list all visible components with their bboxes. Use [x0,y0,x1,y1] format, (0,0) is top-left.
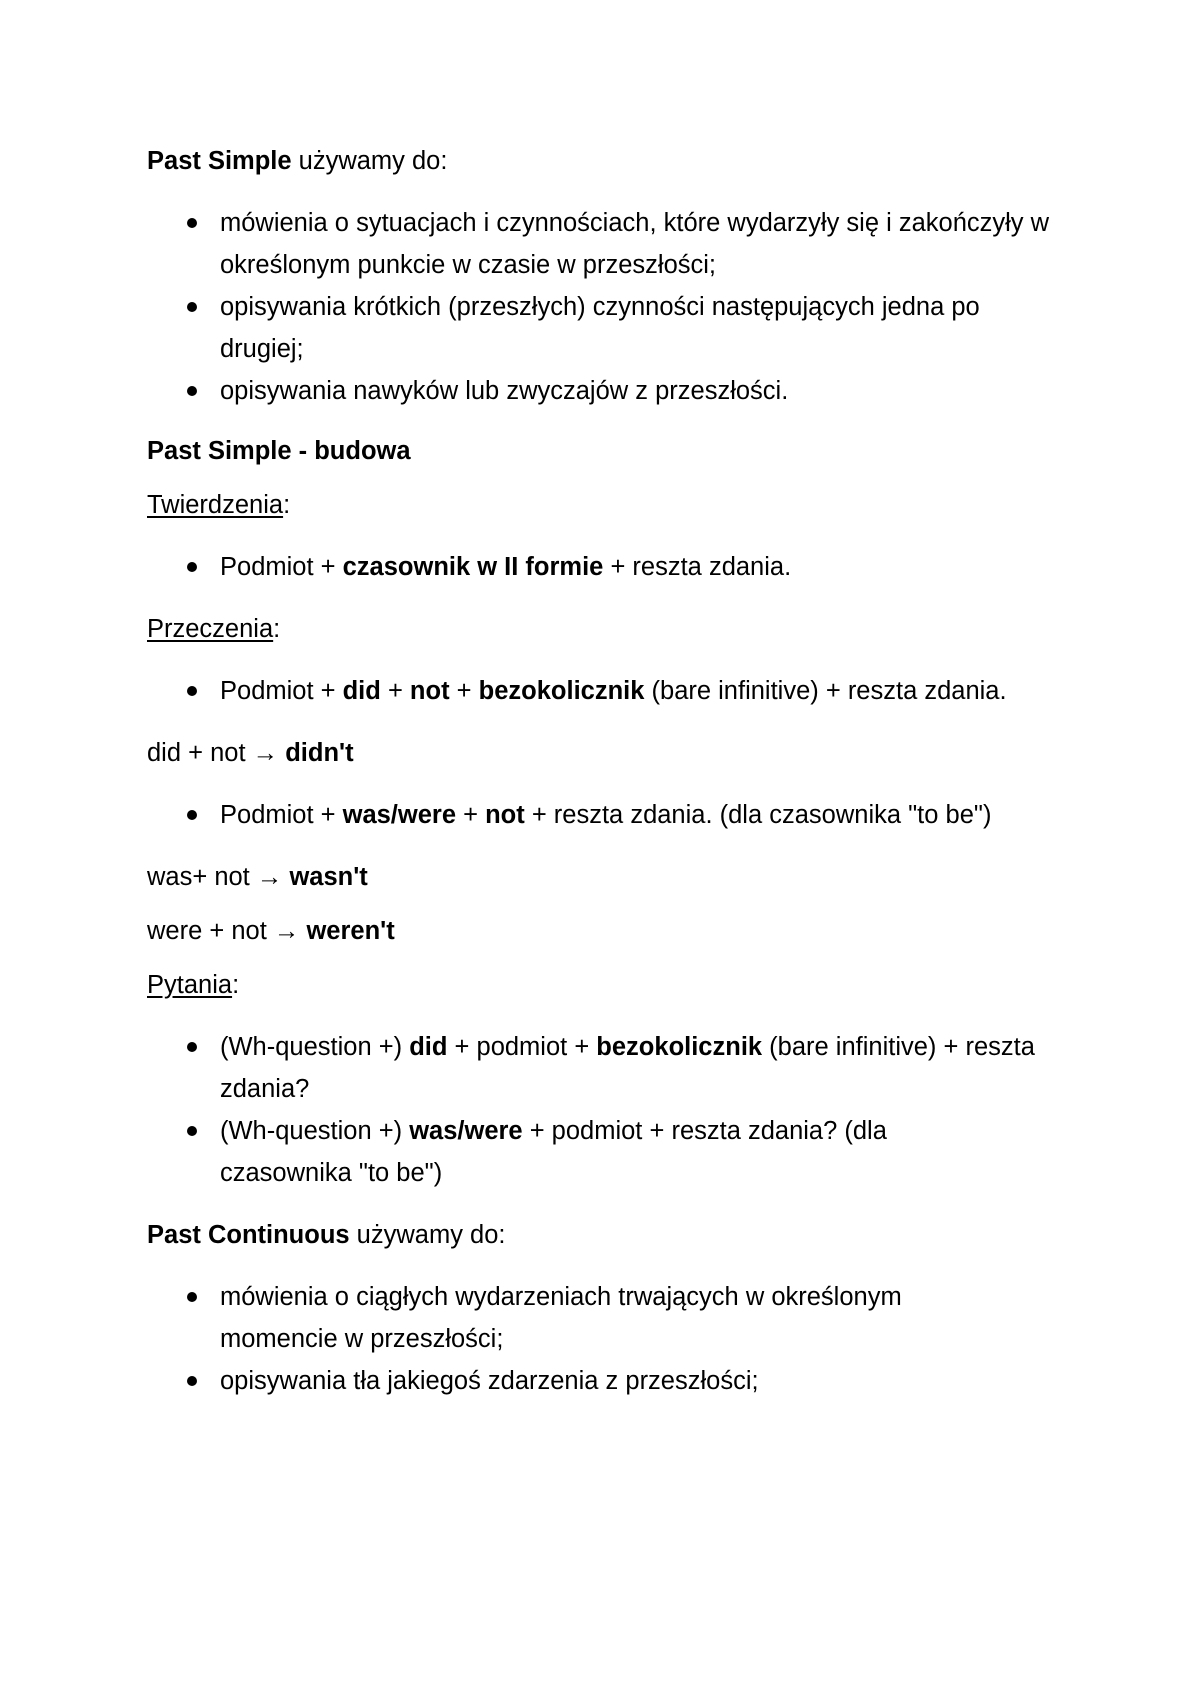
contraction-bold: didn't [285,739,354,767]
document-page [147,140,1077,1416]
past-simple-usage-list [147,202,1077,412]
rule-bold: was/were [409,1117,523,1145]
past-continuous-title-bold: Past Continuous [147,1221,350,1249]
list-item [147,370,1077,412]
list-item-text: opisywania nawyków lub zwyczajów z przeszłości. [220,377,789,405]
affirmative-list [147,546,1077,588]
past-continuous-usage-title [147,1214,1077,1256]
affirmative-label-line [147,484,1077,526]
contraction-line [147,856,1077,898]
rule-bold: not [409,677,450,705]
rule-bold: did [409,1033,448,1061]
contraction-line [147,732,1077,774]
rule-text: (Wh-question +) [220,1033,410,1061]
past-simple-title-bold: Past Simple [147,147,292,175]
contraction-plain: was+ not → [147,863,290,891]
section-heading [147,430,1077,472]
bullet-dot [187,686,197,696]
bullet-dot [187,386,197,396]
contraction-line [147,910,1077,952]
bullet-dot [187,562,197,572]
affirmative-colon: : [283,491,291,519]
bullet-dot [187,1042,197,1052]
negative-list-1 [147,670,1077,712]
list-item [147,1276,1020,1360]
rule-text: + reszta zdania. (dla czasownika "to be") [524,801,992,829]
list-item [147,202,1050,286]
rule-bold: did [342,677,381,705]
list-item [147,286,1050,370]
list-item [147,1360,1077,1402]
contraction-bold: wasn't [289,863,368,891]
list-item [147,794,1077,836]
affirmative-label: Twierdzenia [147,491,284,519]
rule-text: + reszta zdania. [603,553,792,581]
rule-bold: czasownik w II formie [342,553,604,581]
rule-bold: bezokolicznik [596,1033,763,1061]
rule-bold: not [485,801,525,829]
rule-text: (Wh-question +) [220,1117,410,1145]
rule-text: Podmiot + [220,553,343,581]
list-item [147,670,1020,712]
contraction-plain: were + not → [147,917,307,945]
contraction-plain: did + not → [147,739,286,767]
rule-text: Podmiot + [220,801,343,829]
questions-label: Pytania [147,971,233,999]
rule-text: + [449,677,479,705]
negative-label: Przeczenia [147,615,274,643]
rule-text: + [456,801,486,829]
list-item-text: mówienia o sytuacjach i czynnościach, które wydarzyły się i zakończyły w określonym punkcie w czasie w przeszłości; [220,209,1050,279]
rule-text: (bare infinitive) + reszta zdania? [220,1033,1035,1103]
questions-label-line [147,964,1077,1006]
bullet-dot [187,1292,197,1302]
past-simple-title-rest: używamy do: [291,147,448,175]
bullet-dot [187,302,197,312]
bullet-dot [187,218,197,228]
questions-list [147,1026,1077,1194]
negative-colon: : [273,615,281,643]
list-item [147,546,1077,588]
rule-bold: was/were [342,801,457,829]
list-item-text: opisywania tła jakiegoś zdarzenia z przeszłości; [220,1367,759,1395]
list-item-text: mówienia o ciągłych wydarzeniach trwających w określonym momencie w przeszłości; [220,1283,902,1353]
bullet-dot [187,1126,197,1136]
rule-bold: bezokolicznik [478,677,645,705]
questions-colon: : [232,971,240,999]
bullet-dot [187,1376,197,1386]
rule-text: Podmiot + [220,677,343,705]
bullet-dot [187,810,197,820]
rule-text: + podmiot + [447,1033,597,1061]
rule-text: + podmiot + reszta zdania? (dla czasownika "to be") [220,1117,887,1187]
negative-label-line [147,608,1077,650]
past-continuous-title-rest: używamy do: [349,1221,506,1249]
list-item-text: opisywania krótkich (przeszłych) czynności następujących jedna po drugiej; [220,293,980,363]
past-continuous-usage-list [147,1276,1077,1402]
list-item [147,1110,990,1194]
rule-text: (bare infinitive) + reszta zdania. [644,677,1007,705]
negative-list-2 [147,794,1077,836]
contraction-bold: weren't [306,917,395,945]
list-item [147,1026,1070,1110]
past-simple-usage-title [147,140,1077,182]
rule-text: + [380,677,410,705]
past-simple-structure-heading: Past Simple - budowa [147,437,411,465]
